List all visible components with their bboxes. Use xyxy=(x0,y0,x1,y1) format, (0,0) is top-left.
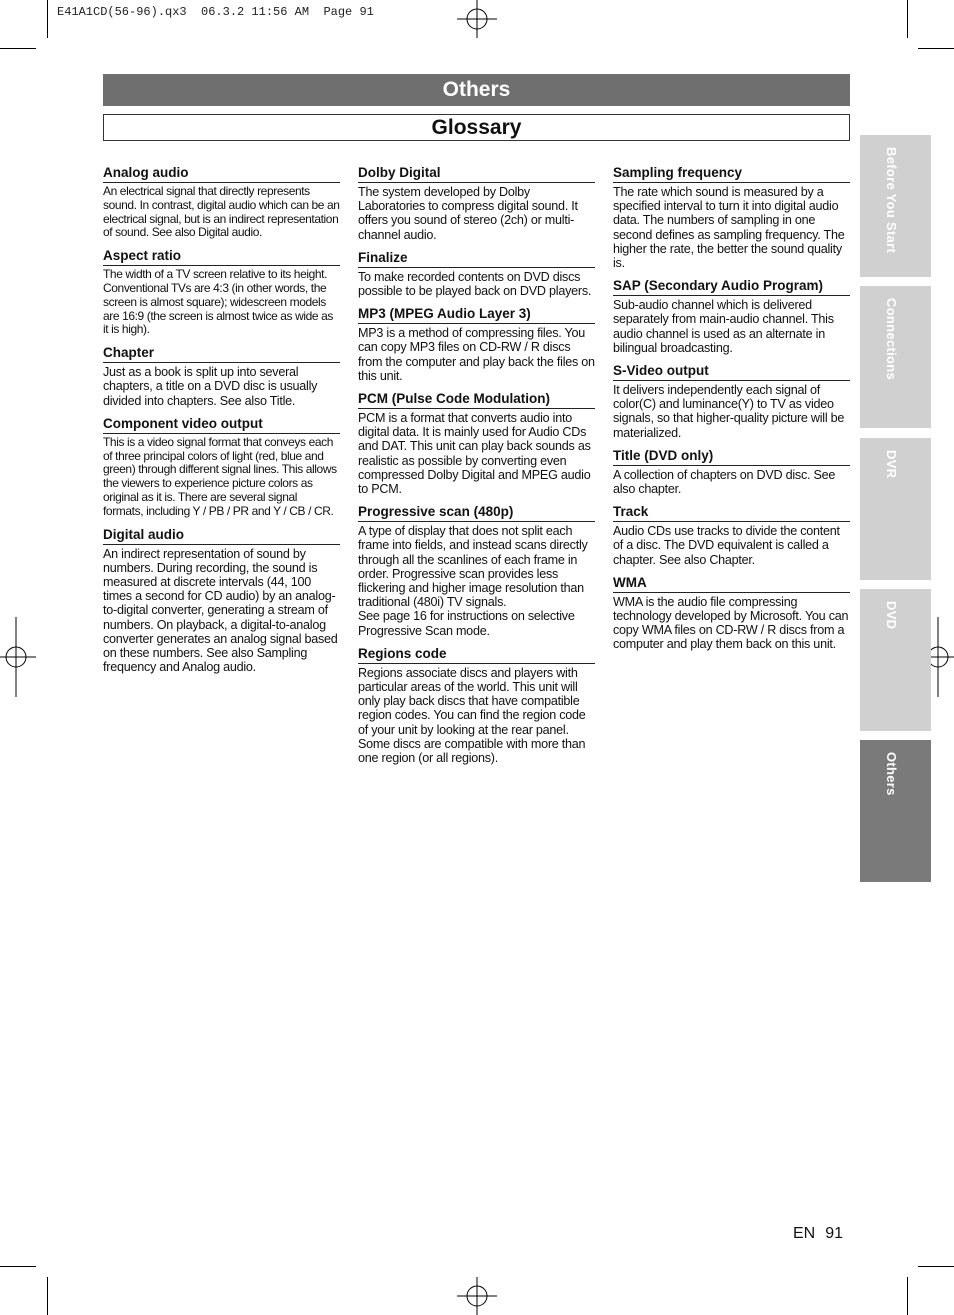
tab-dvd[interactable] xyxy=(860,589,931,731)
glossary-entry xyxy=(613,362,850,440)
registration-mark-icon xyxy=(457,0,497,40)
glossary-entry xyxy=(358,645,595,765)
glossary-term: SAP (Secondary Audio Program) xyxy=(613,277,850,296)
glossary-entry xyxy=(613,447,850,496)
glossary-definition: Regions associate discs and players with particular areas of the world. This unit will only play back discs that have compatible region codes. You can find the region code of your unit by looking at the rear panel. Some discs are compatible with more than one region (or all regions). xyxy=(358,665,586,766)
glossary-term: Chapter xyxy=(103,344,340,363)
crop-mark xyxy=(47,0,48,38)
registration-mark-icon xyxy=(457,1277,497,1315)
glossary-definition: It delivers independently each signal of color(C) and luminance(Y) to TV as video signals, so that higher-quality picture will be materialized. xyxy=(613,383,845,440)
tab-label: Connections xyxy=(884,298,899,381)
glossary-definition: Sub-audio channel which is delivered separately from main-audio channel. This audio channel is used as an alternate in bilingual broadcasting. xyxy=(613,298,834,355)
glossary-entry xyxy=(103,526,340,675)
glossary-term: Digital audio xyxy=(103,526,340,545)
tab-connections[interactable] xyxy=(860,286,931,428)
glossary-definition: Just as a book is split up into several chapters, a title on a DVD disc is usually divided into chapters. See also Title. xyxy=(103,365,318,408)
tab-before-you-start[interactable] xyxy=(860,135,931,277)
glossary-entry xyxy=(613,277,850,355)
tab-others[interactable] xyxy=(860,740,931,882)
glossary-entry xyxy=(358,503,595,638)
print-slug: E41A1CD(56-96).qx3 06.3.2 11:56 AM Page 91 xyxy=(57,5,374,19)
crop-mark xyxy=(907,1277,908,1315)
glossary-entry xyxy=(103,344,340,408)
glossary-entry xyxy=(358,305,595,383)
glossary-entry xyxy=(613,574,850,652)
glossary-term: S-Video output xyxy=(613,362,850,381)
glossary-entry xyxy=(358,390,595,496)
glossary-column-1 xyxy=(103,164,340,681)
crop-mark xyxy=(0,1266,36,1267)
registration-mark-icon xyxy=(0,617,36,697)
crop-mark xyxy=(918,48,954,49)
glossary-entry xyxy=(103,164,340,240)
glossary-definition: An electrical signal that directly represents sound. In contrast, digital audio which can be an electrical signal, but is an indirect representation of sound. See also Digital audio. xyxy=(103,184,340,240)
glossary-term: Regions code xyxy=(358,645,595,664)
glossary-entry xyxy=(358,249,595,298)
glossary-definition: A collection of chapters on DVD disc. See also chapter. xyxy=(613,467,836,497)
glossary-definition: The system developed by Dolby Laboratories to compress digital sound. It offers you sound of stereo (2ch) or multi-channel audio. xyxy=(358,185,578,242)
glossary-term: MP3 (MPEG Audio Layer 3) xyxy=(358,305,595,324)
glossary-column-2 xyxy=(358,164,595,772)
crop-mark xyxy=(918,1266,954,1267)
tab-label: DVD xyxy=(884,601,899,630)
tab-label: Before You Start xyxy=(884,147,899,254)
glossary-definition: This is a video signal format that conveys each of three principal colors of light (red, blue and green) through different signal lines. This allows the viewers to experience picture colors as original as it is. There are several signal formats, including Y / PB / PR and Y / CB / CR. xyxy=(103,434,337,518)
crop-mark xyxy=(47,1277,48,1315)
crop-mark xyxy=(907,0,908,38)
glossary-entry xyxy=(103,415,340,519)
glossary-definition: Audio CDs use tracks to divide the content of a disc. The DVD equivalent is called a chapter. See also Chapter. xyxy=(613,524,840,567)
glossary-definition: To make recorded contents on DVD discs possible to be played back on DVD players. xyxy=(358,269,592,299)
glossary-definition: PCM is a format that converts audio into digital data. It is mainly used for Audio CDs and DAT. This unit can play back sounds as realistic as possible by converting even compressed Dolby Digital and MPEG audio to PCM. xyxy=(358,411,591,497)
glossary-definition: A type of display that does not split each frame into fields, and instead scans directly through all the scanlines of each frame in order. Progressive scan provides less flickering and higher image resolution than traditional (480i) TV signals. See page 16 for instructions on selective Progressive Scan mode. xyxy=(358,524,588,638)
tab-label: DVR xyxy=(884,450,899,479)
page-number-value: 91 xyxy=(825,1225,844,1242)
glossary-column-3 xyxy=(613,164,850,659)
language-code: EN xyxy=(793,1225,816,1242)
glossary-definition: WMA is the audio file compressing technology developed by Microsoft. You can copy WMA files on CD-RW / R discs from a computer and play them back on this unit. xyxy=(613,594,849,652)
glossary-term: Component video output xyxy=(103,415,340,434)
glossary-entry xyxy=(613,164,850,270)
glossary-term: WMA xyxy=(613,574,850,593)
section-title: Others xyxy=(103,74,850,106)
glossary-term: Analog audio xyxy=(103,164,340,183)
glossary-term: Dolby Digital xyxy=(358,164,595,183)
glossary-entry xyxy=(613,503,850,567)
glossary-term: Finalize xyxy=(358,249,595,268)
glossary-term: Sampling frequency xyxy=(613,164,850,183)
glossary-term: Title (DVD only) xyxy=(613,447,850,466)
tab-dvr[interactable] xyxy=(860,438,931,580)
glossary-term: Track xyxy=(613,503,850,522)
tab-label: Others xyxy=(884,752,899,796)
glossary-definition: The rate which sound is measured by a specified interval to turn it into digital audio data. The numbers of sampling in one second defines as sampling frequency. The higher the rate, the better the sound quality is. xyxy=(613,185,845,271)
glossary-term: PCM (Pulse Code Modulation) xyxy=(358,390,595,409)
crop-mark xyxy=(0,48,36,49)
glossary-definition: An indirect representation of sound by numbers. During recording, the sound is measured at discrete intervals (44, 100 times a second for CD audio) by an analog-to-digital converter, generating a stream of numbers. On playback, a digital-to-analog converter generates an analog signal based on these numbers. See also Sampling frequency and Analog audio. xyxy=(103,546,338,675)
glossary-definition: MP3 is a method of compressing files. You can copy MP3 files on CD-RW / R discs from the computer and play back the files on this unit. xyxy=(358,326,595,383)
glossary-definition: The width of a TV screen relative to its height. Conventional TVs are 4:3 (in other words, the screen is almost square); widescreen models are 16:9 (the screen is almost twice as wide as it is high). xyxy=(103,267,333,337)
glossary-term: Aspect ratio xyxy=(103,247,340,266)
page-title: Glossary xyxy=(103,114,850,141)
page-number xyxy=(793,1225,843,1243)
glossary-term: Progressive scan (480p) xyxy=(358,503,595,522)
glossary-entry xyxy=(103,247,340,337)
glossary-entry xyxy=(358,164,595,242)
